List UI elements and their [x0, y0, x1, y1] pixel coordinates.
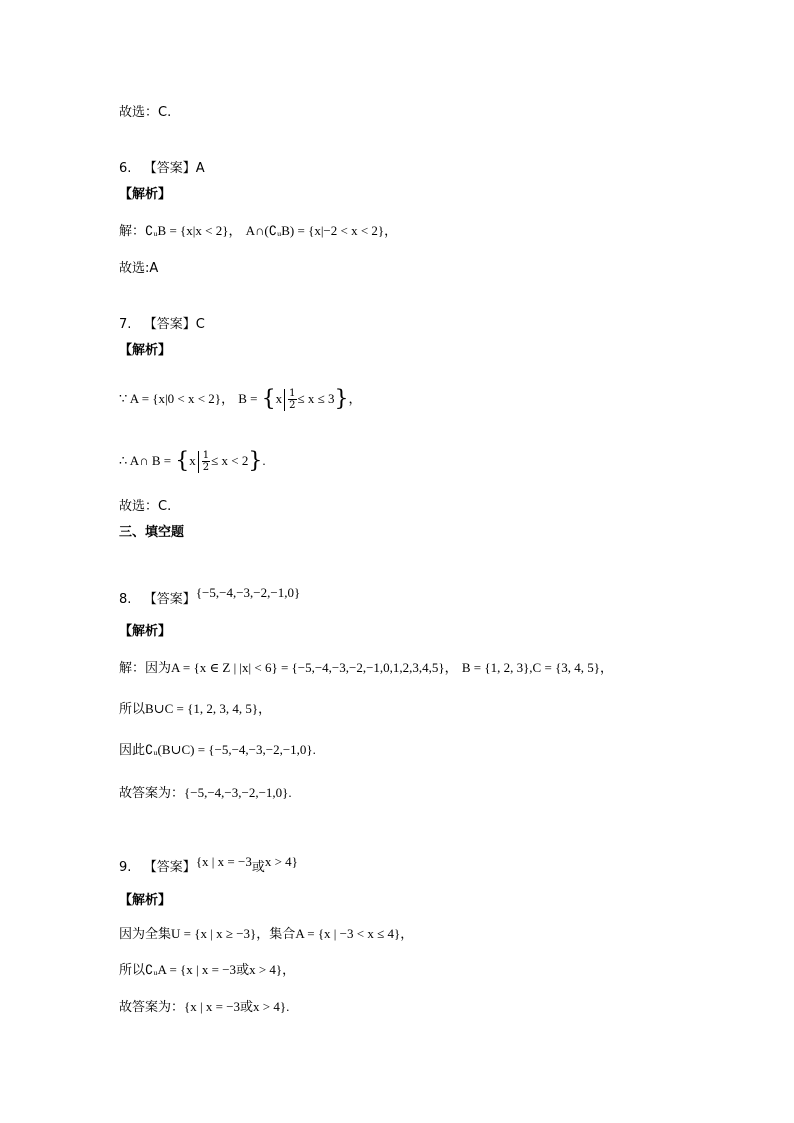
solution-prefix: 因此	[119, 743, 146, 758]
math-expression: {−5,−4,−3,−2,−1,0}	[195, 585, 301, 600]
conclusion-text: 故选:A	[119, 261, 159, 276]
text-segment: ，集合	[256, 927, 296, 942]
solution-prefix: 所以	[119, 702, 146, 717]
question-8-line-3	[119, 741, 316, 760]
fraction	[288, 388, 296, 411]
separator: .	[312, 742, 316, 757]
question-9-line-2	[119, 961, 295, 980]
fraction-denominator: 2	[289, 400, 296, 411]
conclusion-text: 故选：C.	[119, 499, 172, 514]
math-expression: ≤ x < 2	[211, 453, 249, 468]
separator: .	[262, 453, 266, 468]
answer-text: 故选：C.	[119, 105, 172, 120]
question-7-analysis-label	[119, 342, 171, 360]
set-bar	[198, 451, 199, 473]
math-expression: B =	[238, 391, 258, 406]
math-expression: {x | x = −3	[184, 999, 241, 1014]
solution-prefix: 所以	[119, 963, 146, 978]
question-9-answer-text: 9. 【答案】	[119, 860, 196, 875]
math-expression: ∵ A = {x|0 < x < 2}	[119, 391, 222, 406]
math-expression: ∴ A∩ B =	[119, 453, 172, 468]
analysis-label-text: 【解析】	[119, 624, 172, 639]
separator: ，	[221, 392, 235, 407]
question-9-line-1	[119, 925, 413, 944]
question-7-line-1	[119, 384, 362, 414]
left-brace: {	[261, 386, 276, 412]
separator: .	[286, 999, 290, 1014]
question-8-line-1	[119, 659, 613, 678]
right-brace: }	[248, 448, 263, 474]
separator: ，	[282, 963, 296, 978]
math-expression: x > 4}	[264, 854, 298, 869]
solution-prefix: 解：	[119, 224, 146, 239]
or-word: 或	[251, 860, 265, 875]
question-6-solution	[119, 222, 397, 241]
question-6-conclusion	[119, 260, 158, 278]
question-8-line-2	[119, 700, 271, 719]
question-9-line-3	[119, 998, 289, 1017]
question-8-line-4	[119, 784, 292, 803]
left-brace: {	[175, 448, 190, 474]
solution-prefix: 故答案为：	[119, 786, 185, 801]
solution-prefix: 因为全集	[119, 927, 172, 942]
separator: ，	[384, 224, 398, 239]
separator: ，	[228, 224, 242, 239]
question-8-analysis-label	[119, 623, 171, 641]
analysis-label-text: 【解析】	[119, 893, 172, 908]
math-expression: ∁ᵤA = {x | x = −3	[145, 962, 237, 977]
separator: ，	[600, 661, 614, 676]
math-expression: B∪C = {1, 2, 3, 4, 5}	[145, 701, 259, 716]
question-6-analysis-label	[119, 186, 171, 204]
math-variable: x	[275, 391, 283, 406]
question-7-line-2	[119, 446, 266, 476]
question-9-answer-heading	[119, 854, 298, 877]
analysis-label-text: 【解析】	[119, 187, 172, 202]
math-variable: x	[189, 453, 196, 468]
question-6-answer-text: 6. 【答案】A	[119, 161, 205, 176]
separator: ，	[444, 661, 458, 676]
math-expression: A = {x | −3 < x ≤ 4}	[295, 926, 401, 941]
math-expression: ∁ᵤ(B∪C) = {−5,−4,−3,−2,−1,0}	[145, 742, 313, 757]
separator: ，	[400, 927, 414, 942]
question-8-answer-text: 8. 【答案】	[119, 592, 196, 607]
or-word: 或	[236, 963, 250, 978]
math-expression: A∩(∁ᵤB) = {x|−2 < x < 2}	[245, 223, 385, 238]
answer-line	[119, 104, 171, 122]
math-expression: ∁ᵤB = {x|x < 2}	[145, 223, 229, 238]
math-expression: x > 4}	[249, 962, 283, 977]
fraction	[202, 450, 210, 473]
math-expression: B = {1, 2, 3},C = {3, 4, 5}	[461, 660, 601, 675]
section-heading	[119, 524, 184, 542]
separator: ，	[258, 702, 272, 717]
fraction-denominator: 2	[202, 462, 210, 473]
solution-prefix: 故答案为：	[119, 1000, 185, 1015]
separator: .	[288, 785, 292, 800]
question-7-conclusion	[119, 498, 171, 516]
or-word: 或	[240, 1000, 254, 1015]
question-8-answer-heading	[119, 585, 301, 609]
math-expression: x > 4}	[253, 999, 287, 1014]
question-9-analysis-label	[119, 892, 171, 910]
analysis-label-text: 【解析】	[119, 343, 172, 358]
math-expression: ≤ x ≤ 3	[297, 391, 335, 406]
right-brace: }	[334, 386, 349, 412]
separator: ，	[348, 392, 362, 407]
set-bar	[284, 389, 285, 411]
section-heading-text: 三、填空题	[119, 525, 185, 540]
solution-prefix: 解：因为	[119, 661, 172, 676]
math-expression: {x | x = −3	[195, 854, 252, 869]
question-7-answer-heading	[119, 316, 205, 334]
fraction-numerator: 1	[202, 450, 210, 461]
question-7-answer-text: 7. 【答案】C	[119, 317, 205, 332]
question-6-answer-heading	[119, 160, 205, 178]
math-expression: U = {x | x ≥ −3}	[171, 926, 257, 941]
math-expression: A = {x ∈ Z | |x| < 6} = {−5,−4,−3,−2,−1,0,1,2,3,4,5}	[171, 660, 445, 675]
fraction-numerator: 1	[289, 388, 296, 399]
math-expression: {−5,−4,−3,−2,−1,0}	[184, 785, 289, 800]
